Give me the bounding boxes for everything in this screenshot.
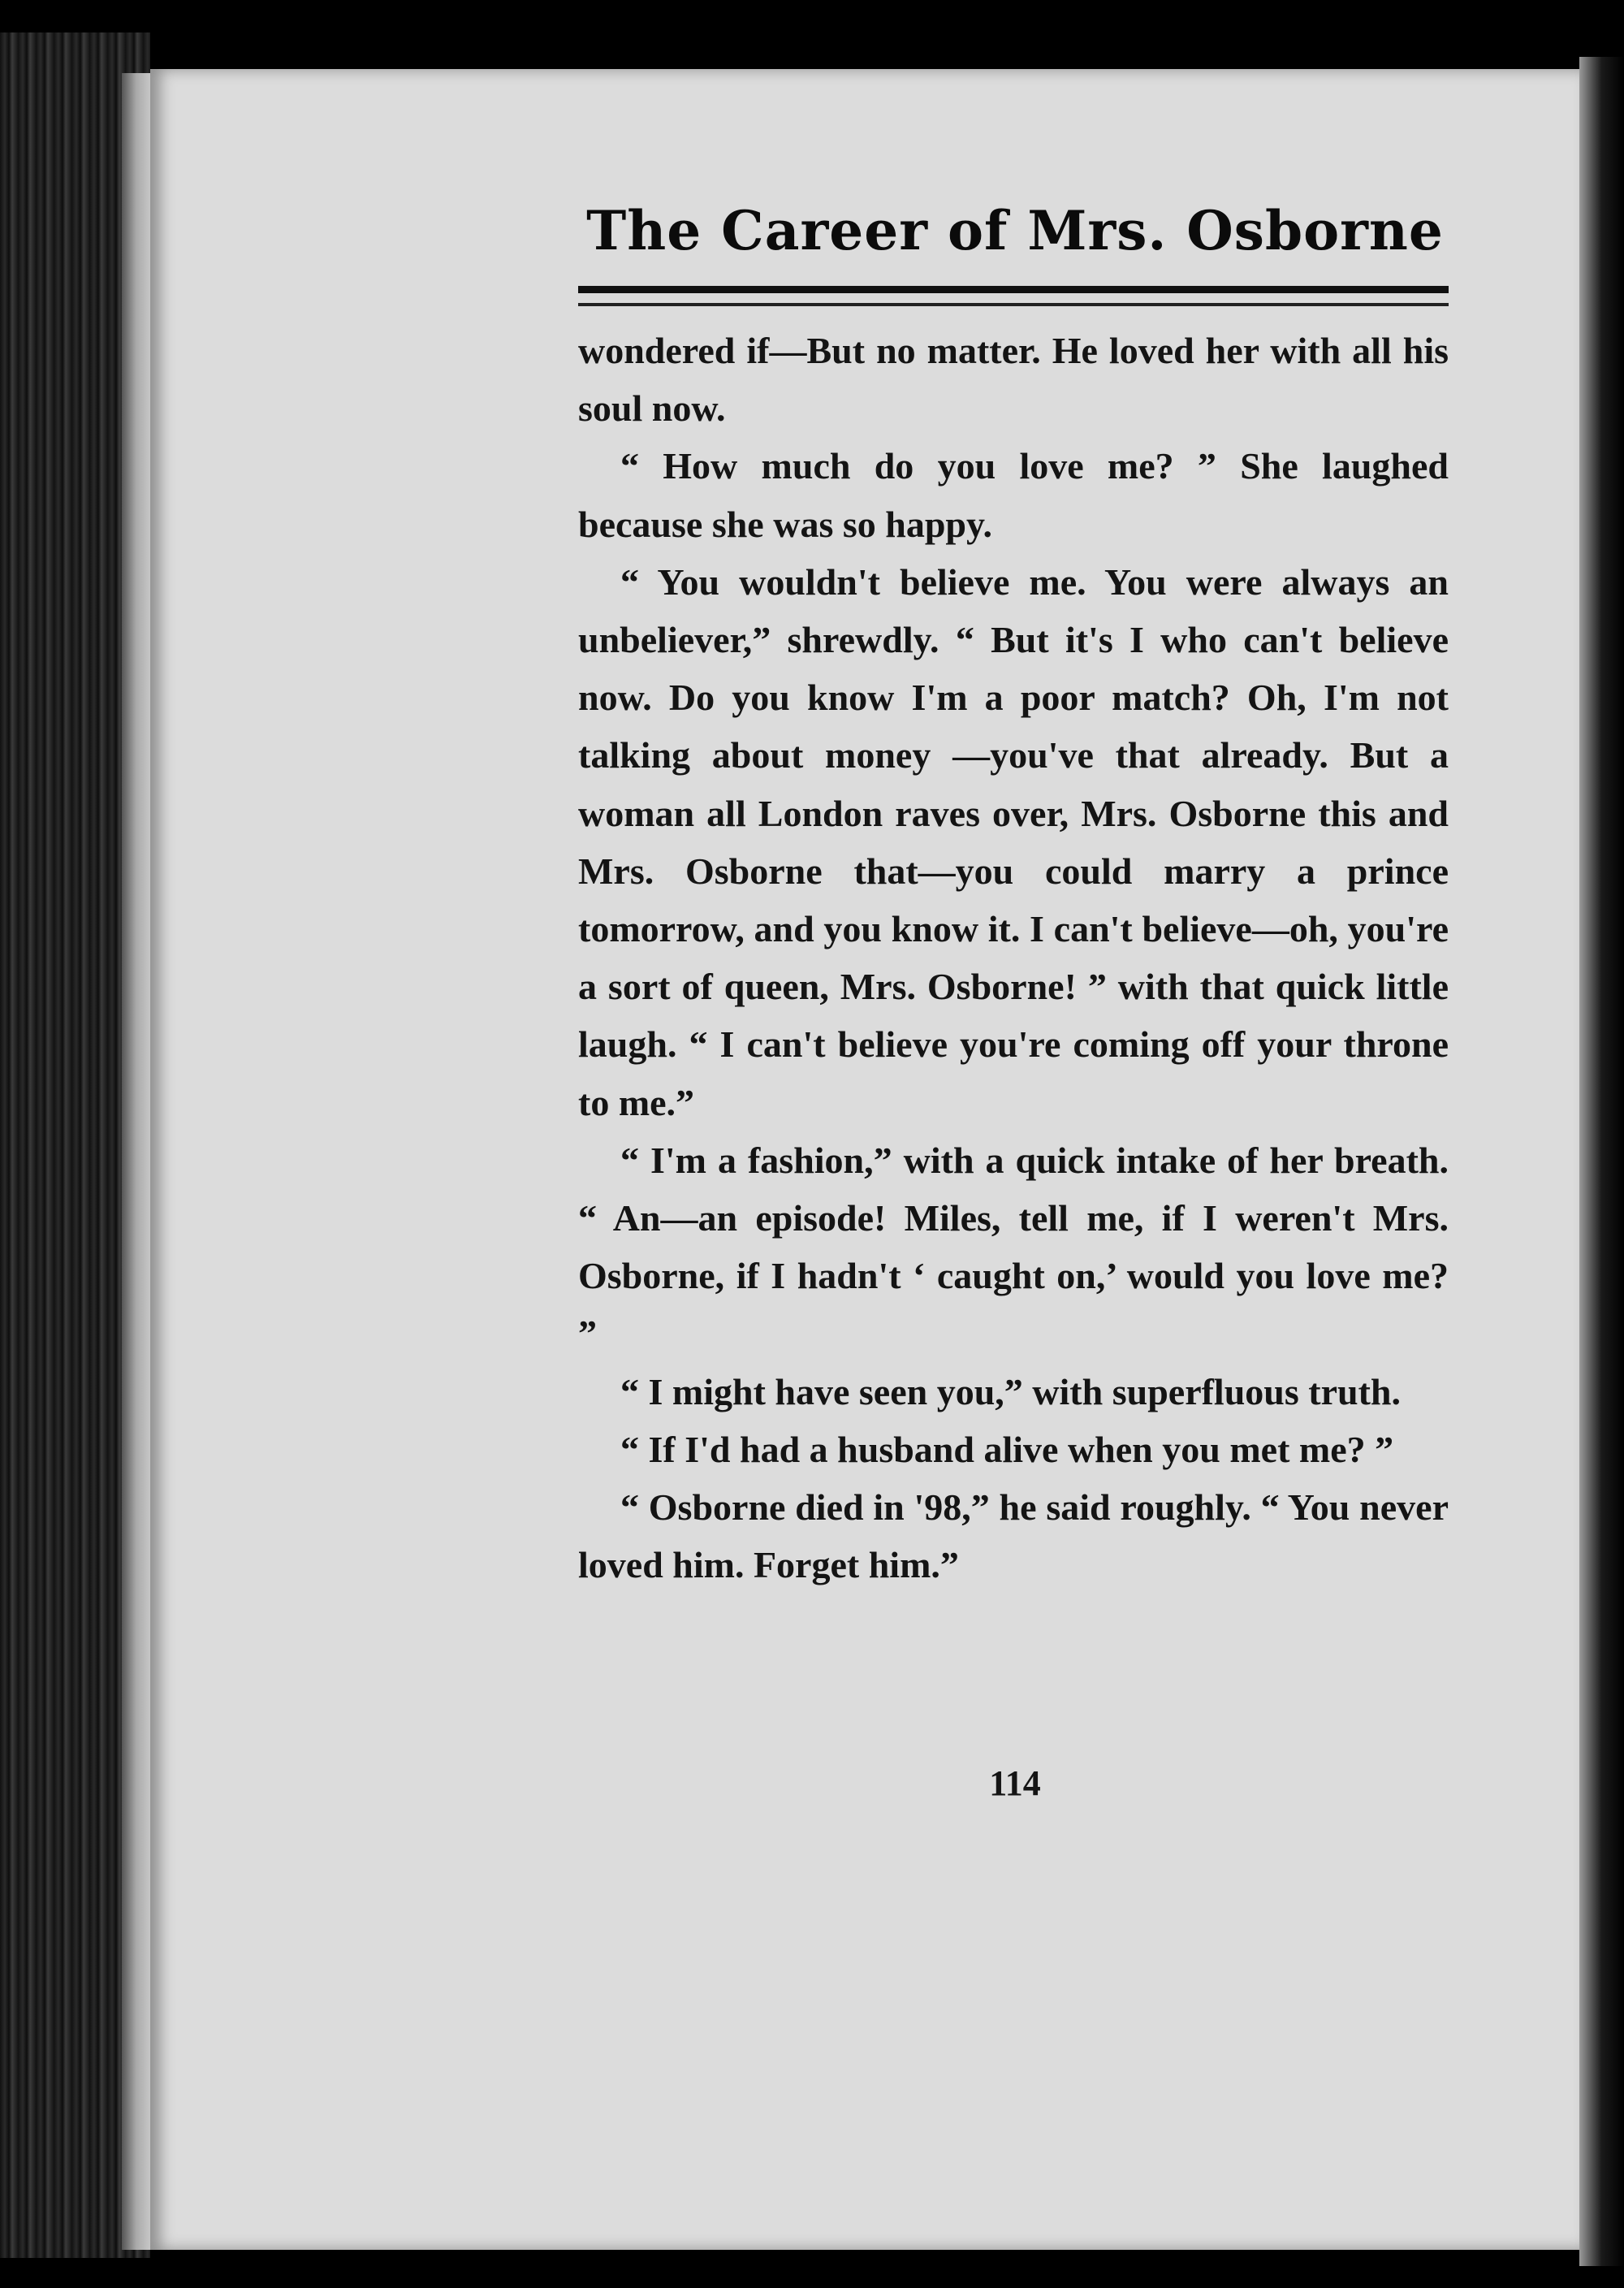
paragraph: “ If I'd had a husband alive when you met me? ” — [620, 1428, 1394, 1470]
paragraph: “ I might have seen you,” with superfluous truth. — [620, 1370, 1401, 1412]
running-title: The Career of Mrs. Osborne — [586, 199, 1444, 262]
paragraph: “ You wouldn't believe me. You were always an unbeliever,” shrewdly. “ But it's I who can't believe now. Do you know I'm a poor match? Oh, I'm not talking about money —you've that already. But a woman all London raves over, Mrs. Osborne this and Mrs. Osborne that—you could marry a prince tomorrow, and you know it. I can't believe—oh, you're a sort of queen, Mrs. Osborne! ” with that quick little laugh. “ I can't believe you're coming off your throne to me.” — [578, 560, 1449, 1123]
paragraph: “ I'm a fashion,” with a quick intake of her breath. “ An—an episode! Miles, tell me, if I weren't Mrs. Osborne, if I hadn't ‘ caught on,’ would you love me? ” — [578, 1139, 1449, 1355]
page-right-edge — [1579, 57, 1624, 2266]
page-number: 114 — [989, 1763, 1041, 1803]
header-rule-thin — [578, 303, 1449, 306]
body-text — [578, 322, 1449, 1594]
paragraph: wondered if—But no matter. He loved her with all his soul now. — [578, 330, 1449, 430]
header-rule-thick — [578, 286, 1449, 293]
paragraph: “ Osborne died in '98,” he said roughly. “ You never loved him. Forget him.” — [578, 1486, 1449, 1586]
paragraph: “ How much do you love me? ” She laughed because she was so happy. — [578, 445, 1449, 545]
